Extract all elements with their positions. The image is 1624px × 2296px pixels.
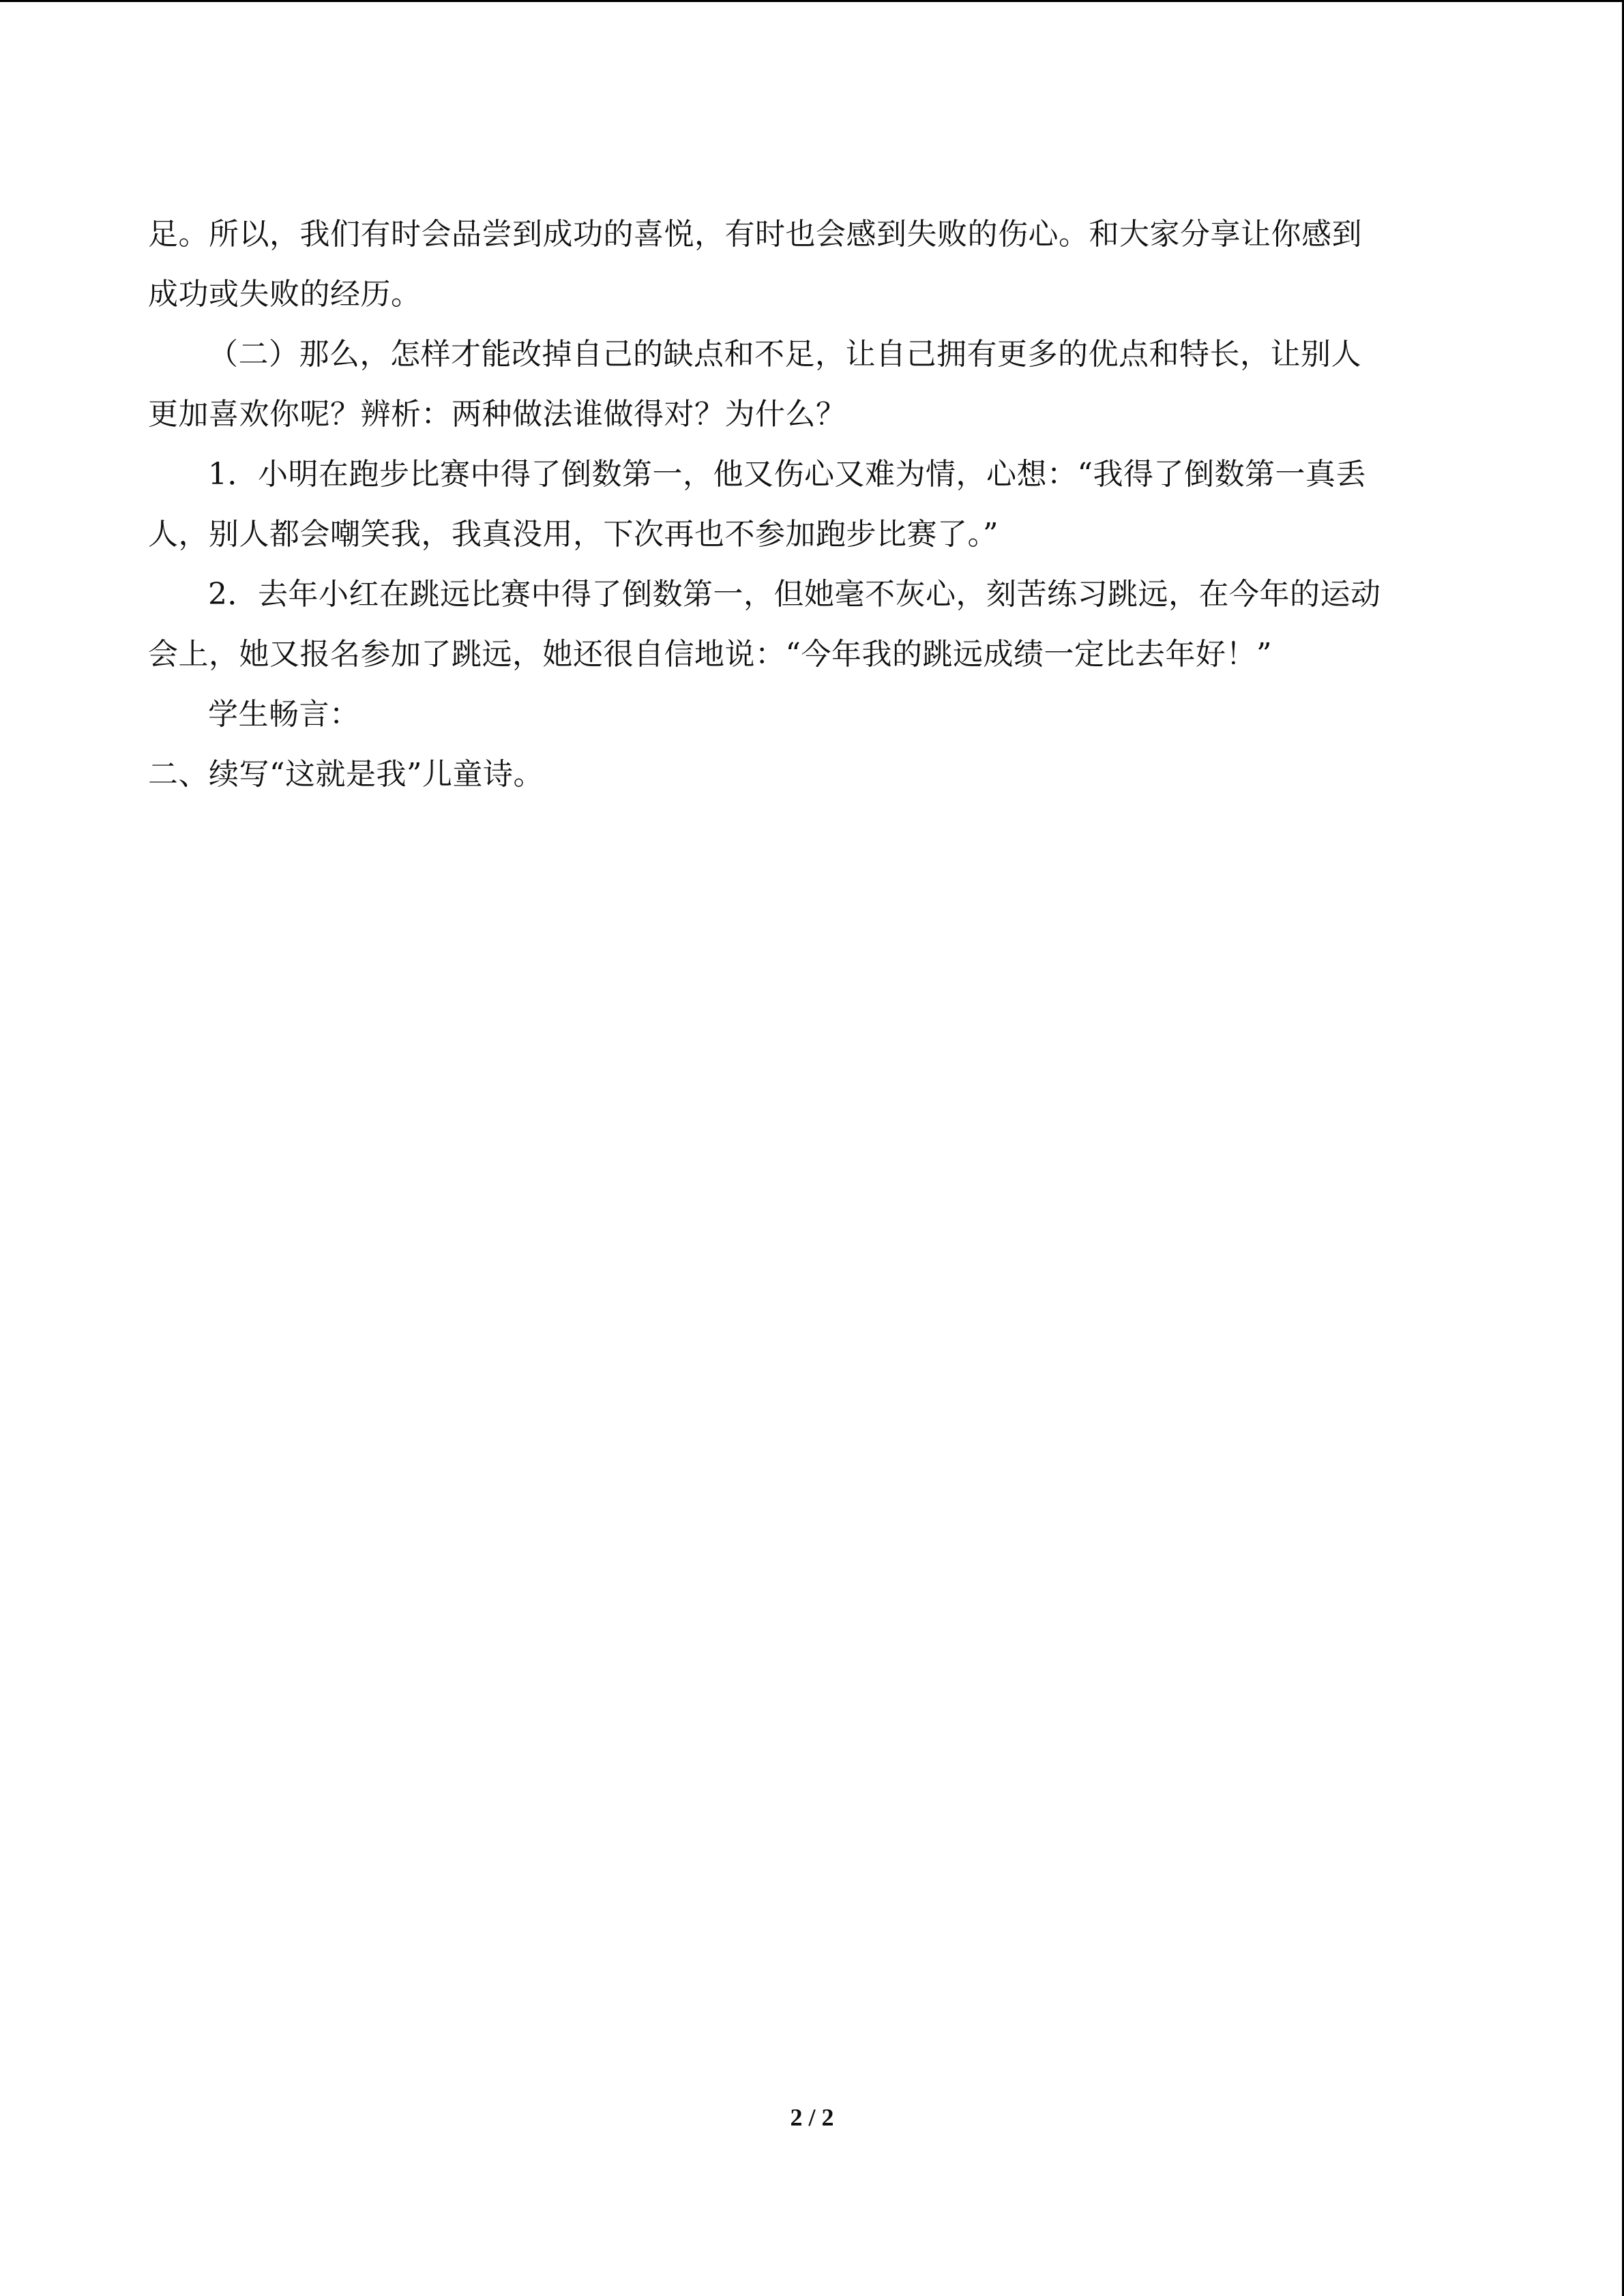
page-number: 2 / 2 [790, 2104, 834, 2131]
text-line-5: 1．小明在跑步比赛中得了倒数第一，他又伤心又难为情，心想：“我得了倒数第一真丢 [208, 457, 1366, 492]
text-line-8: 会上，她又报名参加了跳远，她还很自信地说：“今年我的跳远成绩一定比去年好！” [148, 637, 1272, 672]
text-line-6: 人，别人都会嘲笑我，我真没用，下次再也不参加跑步比赛了。” [148, 517, 999, 552]
text-line-3: （二）那么，怎样才能改掉自己的缺点和不足，让自己拥有更多的优点和特长，让别人 [208, 337, 1361, 372]
document-body [148, 205, 1478, 805]
text-line-1: 足。所以，我们有时会品尝到成功的喜悦，有时也会感到失败的伤心。和大家分享让你感到 [148, 217, 1362, 252]
text-line-7: 2．去年小红在跳远比赛中得了倒数第一，但她毫不灰心，刻苦练习跳远，在今年的运动 [208, 577, 1381, 612]
text-line-4: 更加喜欢你呢？辨析：两种做法谁做得对？为什么？ [148, 397, 846, 432]
page-top-border [0, 0, 1624, 2]
text-line-10: 二、续写“这就是我”儿童诗。 [148, 757, 544, 792]
text-line-2: 成功或失败的经历。 [148, 277, 422, 312]
text-line-9: 学生畅言： [208, 697, 360, 732]
